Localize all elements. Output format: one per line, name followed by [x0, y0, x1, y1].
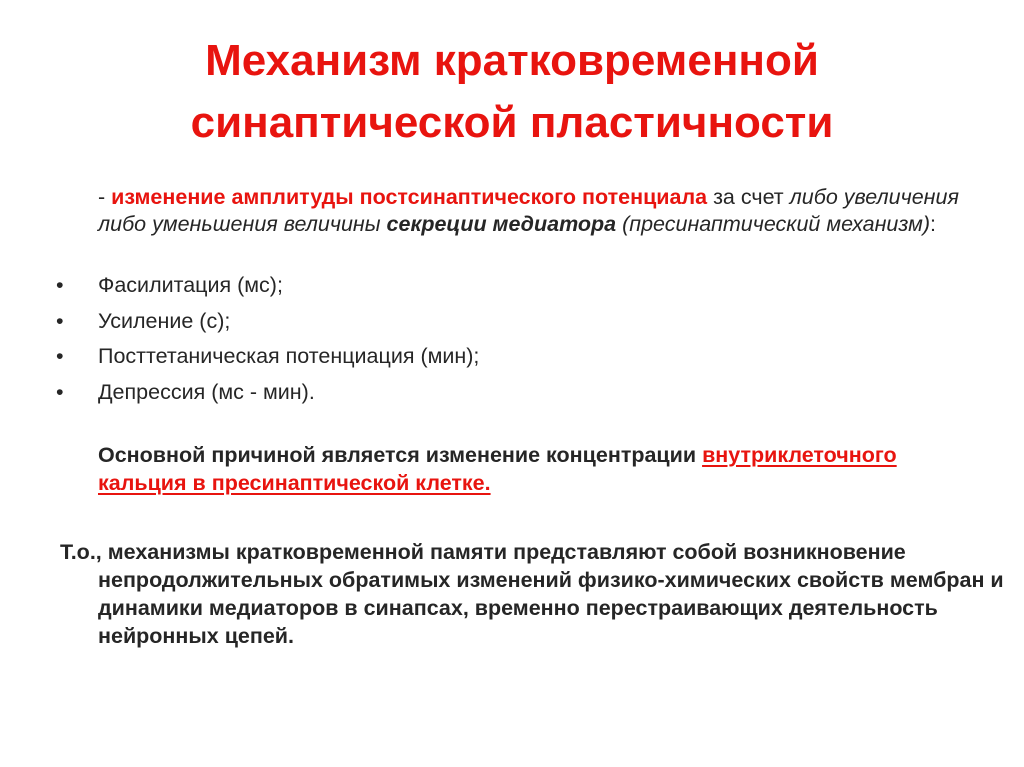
cause-paragraph: [98, 441, 958, 497]
list-item: [56, 339, 956, 375]
slide-title-line-2: синаптической пластичности: [190, 98, 834, 147]
list-item-text: Усиление (с);: [98, 308, 231, 333]
cause-text: Основной причиной является изменение концентрации: [98, 443, 703, 467]
intro-italic-mechanism: (пресинаптический механизм): [616, 212, 931, 236]
list-item: [56, 268, 956, 304]
list-item-text: Посттетаническая потенциация (мин);: [98, 344, 480, 368]
cause-highlight: внутриклеточного кальция в пресинаптической клетке.: [98, 443, 897, 495]
bullet-icon: •: [56, 344, 64, 368]
list-item: [56, 304, 956, 340]
intro-highlight: изменение амплитуды постсинаптического потенциала: [111, 185, 708, 209]
slide-title-line-1: Механизм кратковременной: [205, 36, 819, 85]
intro-paragraph: [98, 184, 978, 238]
list-item-text: Фасилитация (мс);: [98, 273, 283, 297]
list-item: [56, 375, 956, 411]
slide-title: [60, 30, 964, 154]
bullet-list: [56, 268, 956, 410]
summary-paragraph: Т.о., механизмы кратковременной памяти представляют собой возникновение непродолжительных обратимых изменений физико-химических свойств мембран и динамики медиаторов в синапсах, временно перестраивающих деятельность нейронных цепей.: [60, 540, 1004, 648]
intro-dash: -: [98, 185, 112, 209]
bullet-icon: •: [56, 308, 64, 333]
intro-emphasis: секреции медиатора: [386, 212, 617, 236]
intro-italic: либо увеличения либо уменьшения величины: [98, 185, 959, 236]
bullet-icon: •: [56, 379, 64, 404]
intro-plain: за счет: [707, 185, 790, 209]
intro-colon: :: [930, 212, 936, 236]
bullet-icon: •: [56, 273, 64, 297]
list-item-text: Депрессия (мс - мин).: [98, 379, 315, 404]
